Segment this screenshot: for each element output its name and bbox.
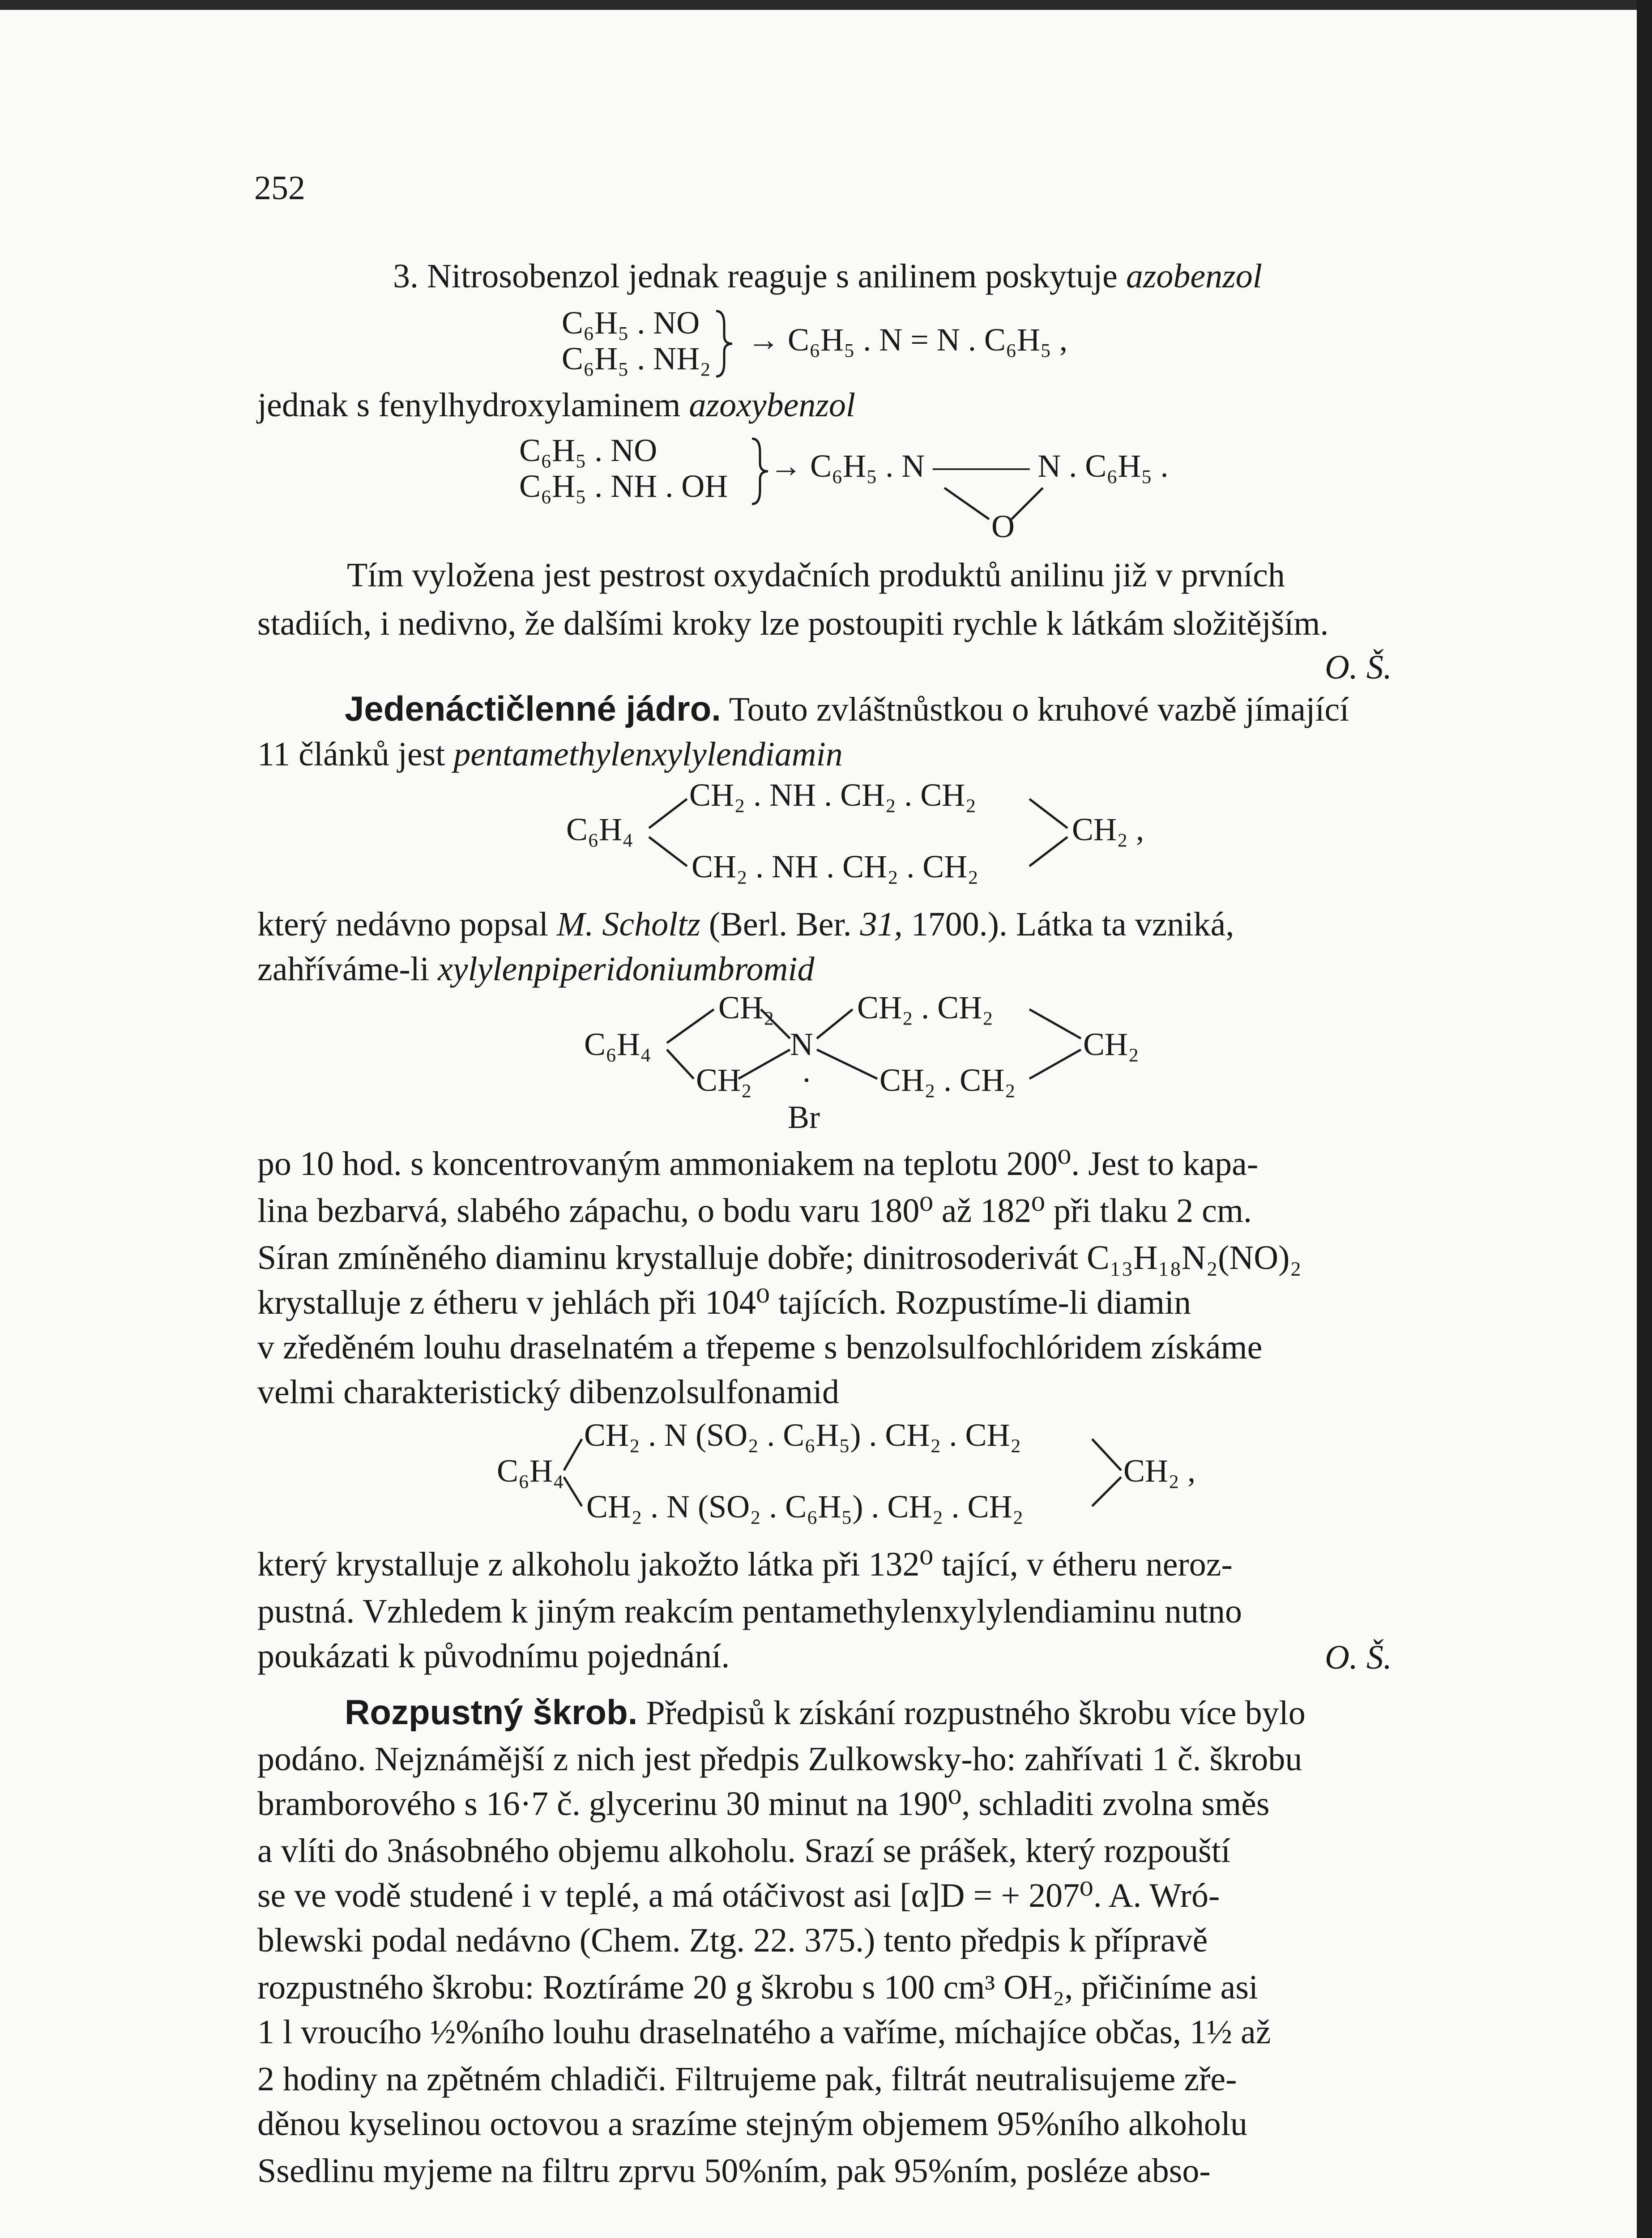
- f1-bottom: CH₂ . NH . CH₂ . CH₂: [692, 849, 979, 884]
- jadro-line1: Jedenáctičlenné jádro. Touto zvláštnůstkou o kruhové vazbě jímající: [345, 689, 1349, 728]
- nitroso-para-2: stadiích, i nedivno, že dalšími kroky lze postoupiti rychle k látkám složitějším.: [257, 605, 1329, 642]
- jadro-para2-1: který krystalluje z alkoholu jakožto látka při 132⁰ tající, v étheru neroz-: [257, 1546, 1233, 1583]
- f1-bond-bl: [649, 837, 687, 866]
- jadro-para-3: Síran zmíněného diaminu krystalluje dobře; dinitrosoderivát C₁₃H₁₈N₂(NO)₂: [257, 1239, 1302, 1277]
- skrob-line6: blewski podal nedávno (Chem. Ztg. 22. 375.) tento předpis k přípravě: [257, 1922, 1208, 1959]
- nitroso-para-1: Tím vyložena jest pestrost oxydačních produktů anilinu již v prvních: [347, 556, 1285, 594]
- signature-2: O. Š.: [1325, 1639, 1392, 1676]
- jadro-para-5: v zředěném louhu draselnatém a třepeme s benzolsulfochlóridem získáme: [257, 1328, 1263, 1366]
- f2-br: Br: [788, 1099, 820, 1135]
- eq2-right: → C₆H₅ . N ——— N . C₆H₅ .: [770, 448, 1169, 484]
- brace-2: [752, 439, 768, 504]
- skrob-line10: děnou kyselinou octovou a srazíme stejným objemem 95%ního alkoholu: [257, 2105, 1248, 2143]
- jadro-line2: 11 článků jest pentamethylenxylylendiamin: [257, 735, 843, 773]
- jadro-line4: zahříváme-li xylylenpiperidoniumbromid: [257, 950, 815, 988]
- nitroso-line2: jednak s fenylhydroxylaminem azoxybenzol: [257, 386, 856, 424]
- f2-bond-2: [667, 1050, 694, 1079]
- brace-1: [716, 311, 732, 376]
- f2-bond-1: [667, 1009, 714, 1043]
- f2-top-a: CH₂: [718, 990, 775, 1025]
- skrob-line1: Rozpustný škrob. Předpisů k získání rozpustného škrobu více bylo: [345, 1692, 1306, 1732]
- f2-bottom-a: CH₂: [696, 1062, 752, 1098]
- f2-dot: ·: [801, 1062, 812, 1098]
- f2-top-b: CH₂ . CH₂: [857, 990, 994, 1025]
- f3-bond-tl: [564, 1439, 582, 1470]
- skrob-line2: podáno. Nejznámější z nich jest předpis Zulkowsky-ho: zahřívati 1 č. škrobu: [257, 1740, 1302, 1778]
- skrob-line7: rozpustného škrobu: Roztíráme 20 g škrobu s 100 cm³ OH₂, přičiníme asi: [257, 1969, 1259, 2006]
- f3-left: C₆H₄: [497, 1453, 564, 1489]
- bond-n-o-right: [1012, 488, 1043, 519]
- f3-bottom: CH₂ . N (SO₂ . C₆H₅) . CH₂ . CH₂: [586, 1489, 1024, 1525]
- skrob-line4: a vlíti do 3násobného objemu alkoholu. Srazí se prášek, který rozpouští: [257, 1832, 1230, 1870]
- signature-1: O. Š.: [1325, 649, 1392, 686]
- nitroso-intro: 3. Nitrosobenzol jednak reaguje s anilinem poskytuje azobenzol: [393, 257, 1262, 295]
- f2-bond-3: [761, 1009, 790, 1038]
- f1-left: C₆H₄: [566, 811, 634, 847]
- f2-n: N: [790, 1026, 813, 1062]
- jadro-heading: Jedenáctičlenné jádro.: [345, 689, 721, 728]
- eq1-left-bottom: C₆H₅ . NH₂: [562, 341, 711, 376]
- bond-n-o-left: [944, 488, 989, 519]
- jadro-para2-2: pustná. Vzhledem k jiným reakcím pentamethylenxylylendiaminu nutno: [257, 1593, 1242, 1630]
- f2-bond-6: [817, 1050, 877, 1079]
- f3-top: CH₂ . N (SO₂ . C₆H₅) . CH₂ . CH₂: [584, 1417, 1021, 1453]
- jadro-para-1: po 10 hod. s koncentrovaným ammoniakem na teplotu 200⁰. Jest to kapa-: [257, 1145, 1259, 1183]
- skrob-heading: Rozpustný škrob.: [345, 1692, 638, 1732]
- f2-bond-5: [817, 1009, 853, 1038]
- f2-bond-7: [1029, 1009, 1081, 1038]
- skrob-line3: bramborového s 16·7 č. glycerinu 30 minut na 190⁰, schladiti zvolna směs: [257, 1785, 1270, 1823]
- f1-bond-tl: [649, 799, 687, 828]
- jadro-para-6: velmi charakteristický dibenzolsulfonamid: [257, 1373, 840, 1411]
- f3-bond-br: [1092, 1477, 1121, 1506]
- skrob-line11: Ssedlinu myjeme na filtru zprvu 50%ním, pak 95%ním, posléze abso-: [257, 2152, 1211, 2190]
- skrob-line9: 2 hodiny na zpětném chladiči. Filtrujeme pak, filtrát neutralisujeme zře-: [257, 2060, 1237, 2098]
- f3-right: CH₂ ,: [1123, 1453, 1196, 1489]
- f2-left: C₆H₄: [584, 1026, 652, 1062]
- page-number: 252: [254, 169, 305, 207]
- eq2-left-bottom: C₆H₅ . NH . OH: [519, 468, 728, 504]
- eq1-right: → C₆H₅ . N = N . C₆H₅ ,: [747, 322, 1068, 358]
- f1-bond-tr: [1029, 799, 1067, 828]
- eq2-left-top: C₆H₅ . NO: [519, 432, 657, 468]
- jadro-para-2: lina bezbarvá, slabého zápachu, o bodu varu 180⁰ až 182⁰ při tlaku 2 cm.: [257, 1192, 1252, 1230]
- eq2-oxygen: O: [991, 508, 1015, 544]
- eq1-left-top: C₆H₅ . NO: [562, 305, 700, 341]
- f3-bond-tr: [1092, 1439, 1121, 1470]
- f1-top: CH₂ . NH . CH₂ . CH₂: [689, 777, 977, 813]
- jadro-para2-3: poukázati k původnímu pojednání.: [257, 1637, 730, 1675]
- skrob-line5: se ve vodě studené i v teplé, a má otáčivost asi [α]D = + 207⁰. A. Wró-: [257, 1877, 1220, 1914]
- skrob-line8: 1 l vroucího ½%ního louhu draselnatého a vaříme, míchajíce občas, 1½ až: [257, 2013, 1271, 2051]
- jadro-para-4: krystalluje z étheru v jehlách při 104⁰ tajících. Rozpustíme-li diamin: [257, 1284, 1191, 1321]
- f1-bond-br: [1029, 837, 1067, 866]
- f1-right: CH₂ ,: [1072, 811, 1144, 847]
- f2-right: CH₂: [1083, 1026, 1140, 1062]
- f2-bond-4: [738, 1050, 790, 1079]
- jadro-line3: který nedávno popsal M. Scholtz (Berl. Ber. 31, 1700.). Látka ta vzniká,: [257, 905, 1234, 943]
- f3-bond-bl: [564, 1477, 582, 1506]
- f2-bottom-b: CH₂ . CH₂: [879, 1062, 1016, 1098]
- f2-bond-8: [1029, 1050, 1081, 1079]
